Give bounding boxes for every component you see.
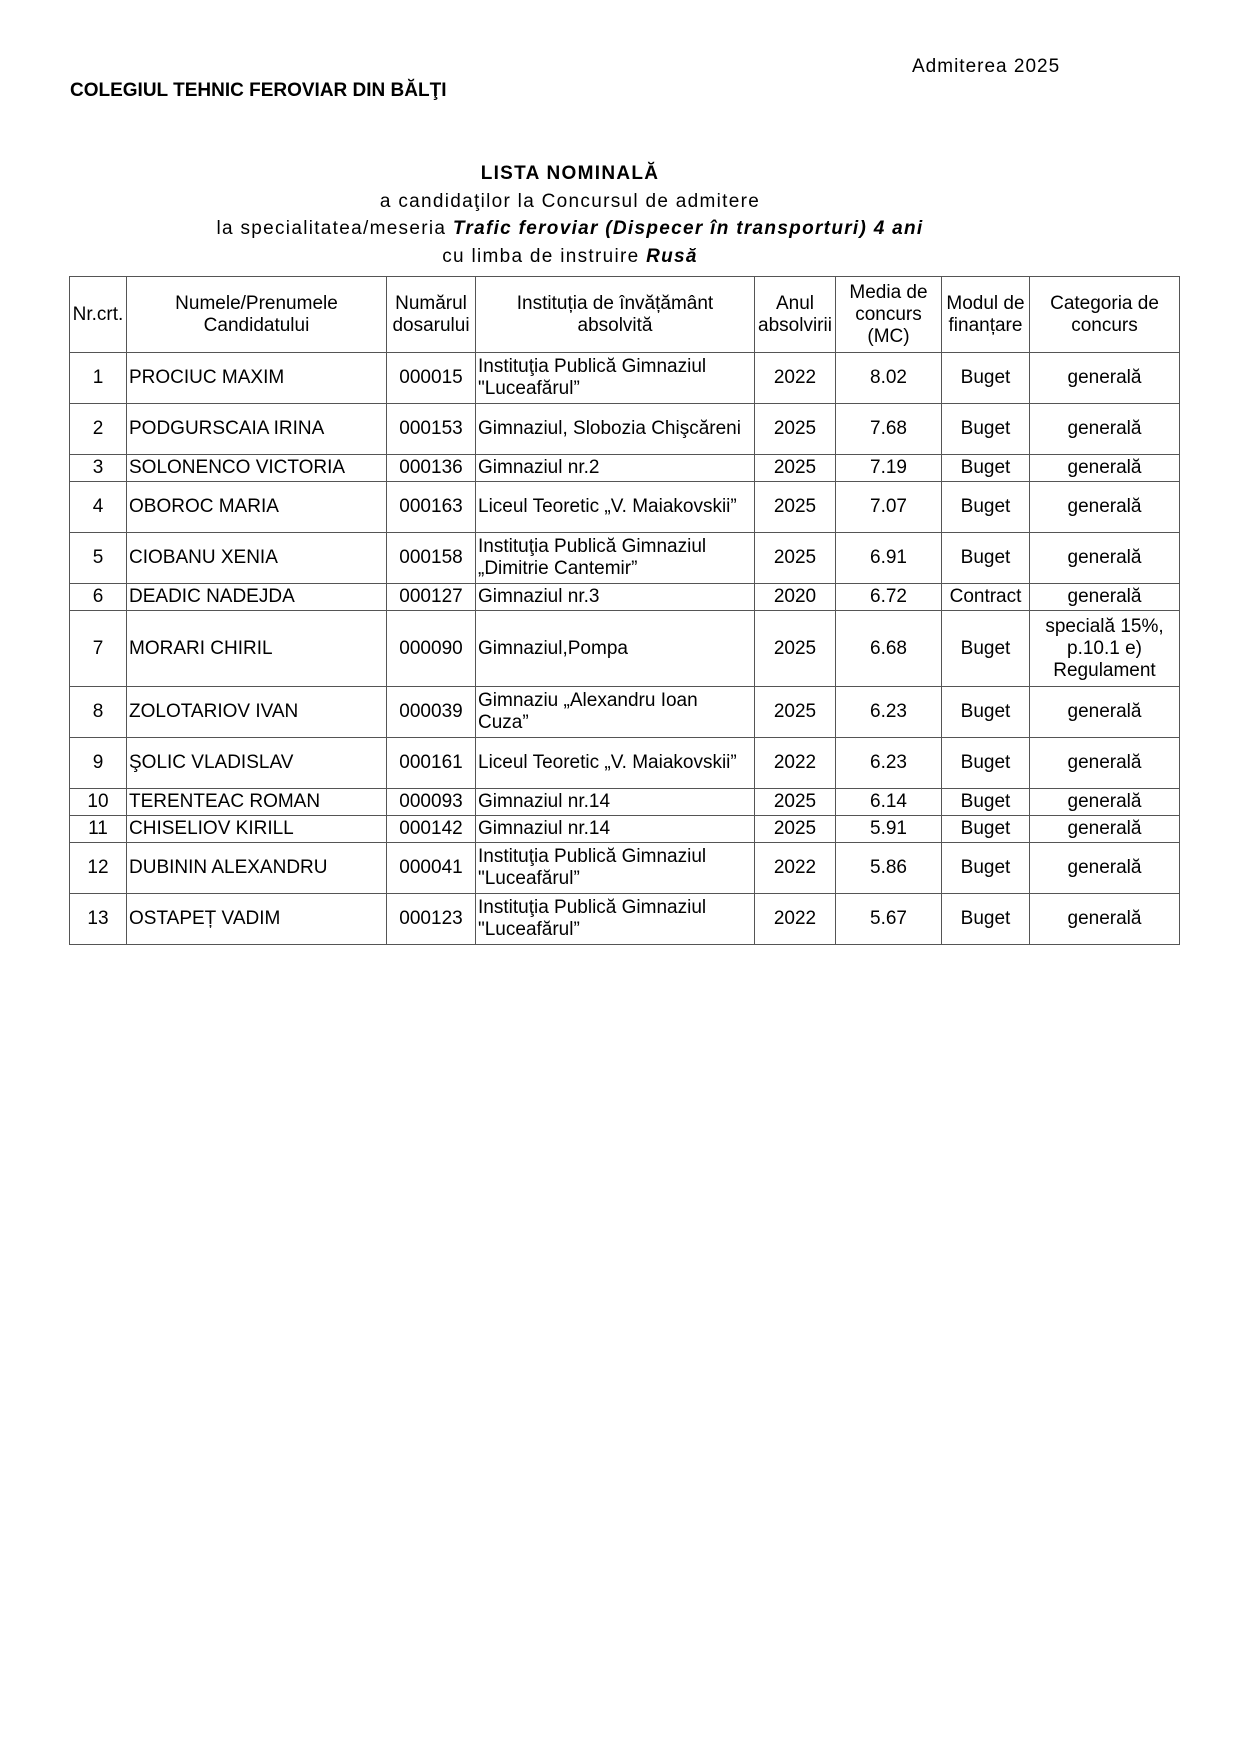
cell-file: 000136 [387, 455, 476, 482]
cell-year: 2025 [755, 482, 836, 533]
cell-nr: 3 [70, 455, 127, 482]
table-row [70, 687, 1180, 738]
cell-school: Gimnaziul nr.14 [476, 789, 755, 816]
cell-year: 2022 [755, 843, 836, 894]
cell-school: Instituţia Publică Gimnaziul "Luceafărul” [476, 894, 755, 945]
table-row [70, 455, 1180, 482]
cell-nr: 8 [70, 687, 127, 738]
cell-school: Instituţia Publică Gimnaziul "Luceafărul” [476, 353, 755, 404]
candidates-table [69, 276, 1180, 945]
cell-year: 2020 [755, 584, 836, 611]
cell-name: TERENTEAC ROMAN [127, 789, 387, 816]
cell-grade: 6.14 [836, 789, 942, 816]
cell-category: generală [1030, 738, 1180, 789]
cell-name: OSTAPEȚ VADIM [127, 894, 387, 945]
list-subtitle: a candidaţilor la Concursul de admitere [379, 191, 761, 212]
col-header-grade: Media de concurs (MC) [836, 277, 942, 353]
table-row [70, 533, 1180, 584]
cell-name: DEADIC NADEJDA [127, 584, 387, 611]
cell-year: 2022 [755, 738, 836, 789]
cell-year: 2022 [755, 894, 836, 945]
college-name: COLEGIUL TEHNIC FEROVIAR DIN BĂLŢI [70, 80, 447, 101]
cell-school: Gimnaziul nr.14 [476, 816, 755, 843]
specialty-prefix: la specialitatea/meseria [216, 218, 453, 239]
cell-funding: Buget [942, 816, 1030, 843]
cell-funding: Buget [942, 611, 1030, 687]
cell-category: generală [1030, 894, 1180, 945]
cell-grade: 7.68 [836, 404, 942, 455]
cell-category: generală [1030, 404, 1180, 455]
cell-file: 000163 [387, 482, 476, 533]
cell-category: generală [1030, 584, 1180, 611]
cell-nr: 1 [70, 353, 127, 404]
table-row [70, 843, 1180, 894]
cell-file: 000158 [387, 533, 476, 584]
cell-grade: 5.91 [836, 816, 942, 843]
cell-nr: 10 [70, 789, 127, 816]
cell-grade: 6.91 [836, 533, 942, 584]
cell-nr: 12 [70, 843, 127, 894]
cell-name: DUBININ ALEXANDRU [127, 843, 387, 894]
table-row [70, 894, 1180, 945]
cell-category: generală [1030, 843, 1180, 894]
cell-nr: 4 [70, 482, 127, 533]
cell-name: PROCIUC MAXIM [127, 353, 387, 404]
cell-school: Instituţia Publică Gimnaziul „Dimitrie Cantemir” [476, 533, 755, 584]
cell-year: 2025 [755, 816, 836, 843]
cell-file: 000142 [387, 816, 476, 843]
cell-grade: 6.23 [836, 738, 942, 789]
cell-nr: 2 [70, 404, 127, 455]
cell-file: 000161 [387, 738, 476, 789]
cell-file: 000039 [387, 687, 476, 738]
col-header-year: Anul absolvirii [755, 277, 836, 353]
col-header-file: Numărul dosarului [387, 277, 476, 353]
cell-school: Gimnaziul nr.2 [476, 455, 755, 482]
cell-file: 000090 [387, 611, 476, 687]
cell-funding: Buget [942, 894, 1030, 945]
cell-funding: Buget [942, 843, 1030, 894]
cell-file: 000093 [387, 789, 476, 816]
cell-category: generală [1030, 533, 1180, 584]
cell-name: ŞOLIC VLADISLAV [127, 738, 387, 789]
cell-nr: 13 [70, 894, 127, 945]
language-prefix: cu limba de instruire [442, 246, 647, 267]
cell-nr: 6 [70, 584, 127, 611]
cell-name: MORARI CHIRIL [127, 611, 387, 687]
cell-school: Gimnaziul,Pompa [476, 611, 755, 687]
cell-year: 2025 [755, 404, 836, 455]
col-header-nr: Nr.crt. [70, 277, 127, 353]
cell-category: generală [1030, 482, 1180, 533]
cell-name: OBOROC MARIA [127, 482, 387, 533]
table-row [70, 353, 1180, 404]
cell-funding: Buget [942, 789, 1030, 816]
table-row [70, 816, 1180, 843]
cell-year: 2025 [755, 611, 836, 687]
cell-school: Gimnaziu „Alexandru Ioan Cuza” [476, 687, 755, 738]
cell-funding: Contract [942, 584, 1030, 611]
cell-funding: Buget [942, 455, 1030, 482]
table-header-row [70, 277, 1180, 353]
language-name: Rusă [646, 246, 698, 267]
table-row [70, 789, 1180, 816]
cell-year: 2025 [755, 533, 836, 584]
cell-category: generală [1030, 687, 1180, 738]
cell-grade: 6.23 [836, 687, 942, 738]
cell-grade: 7.07 [836, 482, 942, 533]
table-row [70, 482, 1180, 533]
cell-funding: Buget [942, 353, 1030, 404]
cell-grade: 5.67 [836, 894, 942, 945]
col-header-name: Numele/Prenumele Candidatului [127, 277, 387, 353]
cell-category: specială 15%, p.10.1 e) Regulament [1030, 611, 1180, 687]
cell-school: Gimnaziul, Slobozia Chişcăreni [476, 404, 755, 455]
table-row [70, 404, 1180, 455]
cell-name: CIOBANU XENIA [127, 533, 387, 584]
cell-nr: 11 [70, 816, 127, 843]
cell-funding: Buget [942, 533, 1030, 584]
cell-year: 2022 [755, 353, 836, 404]
cell-funding: Buget [942, 482, 1030, 533]
cell-name: ZOLOTARIOV IVAN [127, 687, 387, 738]
cell-funding: Buget [942, 738, 1030, 789]
cell-nr: 5 [70, 533, 127, 584]
cell-year: 2025 [755, 455, 836, 482]
cell-funding: Buget [942, 687, 1030, 738]
table-row [70, 584, 1180, 611]
cell-year: 2025 [755, 687, 836, 738]
cell-grade: 5.86 [836, 843, 942, 894]
cell-category: generală [1030, 353, 1180, 404]
col-header-school: Instituția de învățământ absolvită [476, 277, 755, 353]
cell-file: 000153 [387, 404, 476, 455]
language-line [0, 246, 1140, 268]
cell-school: Gimnaziul nr.3 [476, 584, 755, 611]
cell-name: PODGURSCAIA IRINA [127, 404, 387, 455]
cell-school: Liceul Teoretic „V. Maiakovskii” [476, 482, 755, 533]
cell-category: generală [1030, 455, 1180, 482]
cell-school: Liceul Teoretic „V. Maiakovskii” [476, 738, 755, 789]
cell-year: 2025 [755, 789, 836, 816]
cell-funding: Buget [942, 404, 1030, 455]
table-row [70, 738, 1180, 789]
cell-grade: 6.68 [836, 611, 942, 687]
cell-school: Instituţia Publică Gimnaziul "Luceafărul” [476, 843, 755, 894]
cell-name: SOLONENCO VICTORIA [127, 455, 387, 482]
specialty-line [0, 218, 1140, 240]
cell-file: 000123 [387, 894, 476, 945]
cell-category: generală [1030, 789, 1180, 816]
cell-category: generală [1030, 816, 1180, 843]
cell-grade: 7.19 [836, 455, 942, 482]
cell-file: 000127 [387, 584, 476, 611]
cell-nr: 7 [70, 611, 127, 687]
admission-year-label: Admiterea 2025 [912, 56, 1061, 77]
col-header-category: Categoria de concurs [1030, 277, 1180, 353]
cell-grade: 8.02 [836, 353, 942, 404]
cell-name: CHISELIOV KIRILL [127, 816, 387, 843]
col-header-funding: Modul de finanțare [942, 277, 1030, 353]
cell-file: 000041 [387, 843, 476, 894]
table-row [70, 611, 1180, 687]
cell-grade: 6.72 [836, 584, 942, 611]
specialty-name: Trafic feroviar (Dispecer în transporturi) 4 ani [452, 218, 924, 239]
cell-nr: 9 [70, 738, 127, 789]
cell-file: 000015 [387, 353, 476, 404]
list-title: LISTA NOMINALĂ [480, 163, 660, 184]
